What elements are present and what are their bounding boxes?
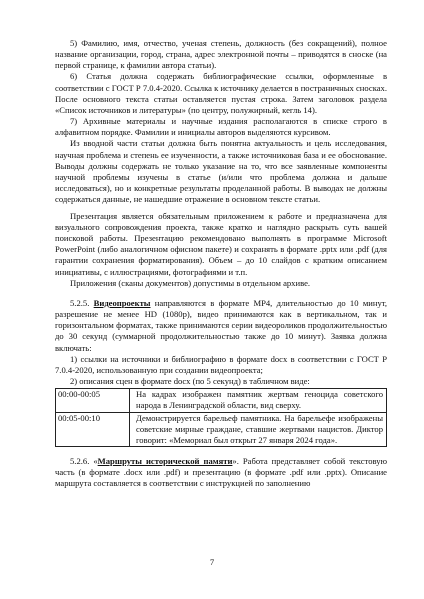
section-number: 5.2.5.	[70, 297, 94, 308]
paragraph-memory-routes	[55, 456, 387, 489]
scene-time: 00:05-00:10	[56, 412, 130, 446]
paragraph-author-info: 5) Фамилию, имя, отчество, ученая степень, должность (без сокращений), полное название организации, город, страна, адрес электронной почты – приводятся в сноске (на первой странице, к фамилии автора статьи).	[55, 38, 387, 71]
section-text: направляются в формате MP4, длительностью до 10 минут, разрешение не менее HD (1080p), видео принимаются как в вертикальном, так и горизонтальном форматах, также принимаются серии видеороликов продолжительностью до 30 секунд (суммарной продолжительностью также до 10 минут). Заявка должна включать:	[55, 297, 388, 353]
paragraph-video-projects	[55, 298, 387, 354]
section-text: ». Работа представляет собой текстовую часть (в формате .docx или .pdf) и презентацию (в формате .pdf или .pptx). Описание маршрута составляется в соответствии с инструкцией по заполнению	[55, 455, 387, 489]
scene-time: 00:00-00:05	[56, 389, 130, 412]
paragraph-bibliography: 6) Статья должна содержать библиографические ссылки, оформленные в соответствии с ГОСТ Р 7.0.4-2020. Ссылка к источнику делается в постраничных сносках. После основного текста статьи оставляется пустая строка. Затем заголовок раздела «Список источников и литературы» (по центру, полужирный, кегль 14).	[55, 71, 387, 115]
scene-table	[55, 388, 387, 447]
page-number: 7	[209, 557, 215, 567]
paragraph-video-sources: 1) ссылки на источники и библиографию в формате docx в соответствии с ГОСТ Р 7.0.4-2020, использованную при создании видеопроекта;	[55, 353, 387, 375]
paragraph-presentation: Презентация является обязательным приложением к работе и предназначена для визуального сопровождения проекта, также кратко и наглядно раскрыть суть вашей поисковой работы. Презентацию рекомендовано выполнять в программе Microsoft PowerPoint (либо аналогичном офисном пакете) и сохранять в формате .pptx или .pdf (для гарантии сохранения форматирования). Объем – до 10 слайдов с кратким описанием инициативы, с иллюстрациями, фотографиями и т.п.	[55, 210, 387, 277]
section-heading-routes: Маршруты исторической памяти	[97, 455, 233, 466]
paragraph-video-scenes: 2) описания сцен в формате docx (по 5 секунд) в табличном виде:	[70, 376, 310, 387]
section-heading-video: Видеопроекты	[93, 297, 151, 308]
paragraph-archive-order: 7) Архивные материалы и научные издания располагаются в списке строго в алфавитном порядке. Фамилии и инициалы авторов выделяются курсивом.	[55, 116, 387, 138]
paragraph-appendices: Приложения (сканы документов) допустимы в отдельном архиве.	[70, 277, 311, 288]
scene-description: Демонстрируется барельеф памятника. На барельефе изображены советские мирные граждане, ставшие жертвами нацистов. Диктор говорит: «Мемориал был открыт 27 января 2024 года».	[130, 412, 387, 446]
table-row	[56, 412, 387, 446]
section-number: 5.2.6. «	[70, 455, 98, 466]
document-body	[55, 38, 387, 489]
table-row	[56, 389, 387, 412]
scene-description: На кадрах изображен памятник жертвам геноцида советского народа в Ленинградской области, вид сверху.	[130, 389, 387, 412]
paragraph-intro-requirements: Из вводной части статьи должна быть понятна актуальность и цель исследования, научная проблема и степень ее изученности, а также источниковая база и ее обоснование. Выводы должны содержать не только указание на то, что все заявленные компоненты научной проблемы изучены в статье (и/или что проблема должна и дальше исследоваться), но и конкретные результаты проделанной работы. В выводах не должны содержаться данные, не нашедшие отражение в основном тексте статьи.	[55, 138, 387, 205]
